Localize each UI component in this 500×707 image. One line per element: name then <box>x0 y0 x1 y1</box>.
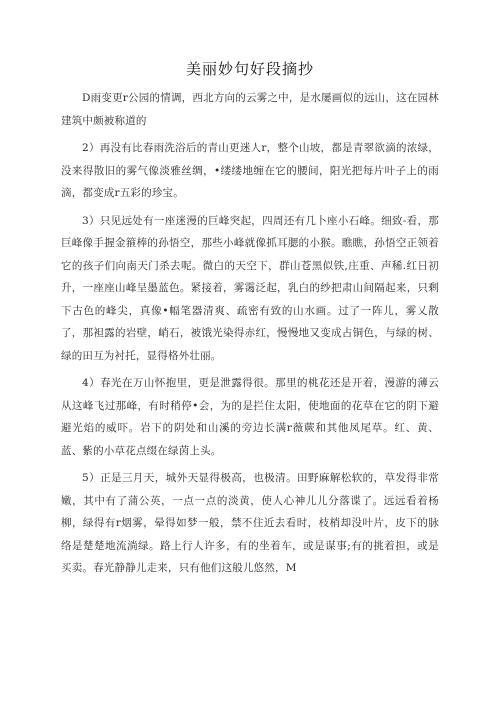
page-title: 美丽妙句好段摘抄 <box>185 60 314 78</box>
paragraph-1: D雨变更r公园的情调，西北方向的云雾之中，是水屡画似的远山，这在园林建筑中颇被称道的 <box>61 92 439 127</box>
paragraph-3: 3）只见远处有一座迷漫的巨峰突起，四周还有几卜座小石峰。细致-看，那巨峰像手握金箍棒的孙悟空，那些小峰就像抓耳腮的小猴。瞧瞧，孙悟空正领着它的孩子们向南天门杀去呢。微白的天空下，群山苍黑似铁,庄重、声稀.红日初升，一座座山峰呈墨蓝色。紧接着，雾霭泛起，乳白的纱把肃山间隔起来，只剩下古色的峰尖，真像•幅笔器清爽、疏密有致的山水画。过了一阵儿，雾乂散了，那袒露的岩壁，峭石，被饿光染得赤红，慢慢地又变成占铜色，与绿的树、绿的田互为衬托，显得格外壮丽。 <box>61 214 439 362</box>
document-body <box>61 87 439 585</box>
paragraph-5: 5）正是三月天，城外天显得极高，也极清。田野麻解松软的，草发得非常嫩，其中有了蒲公英，一点一点的淡黄，使人心神儿儿分落谍了。远远看着杨柳，绿得有r烟雾，晕得如梦一般，禁不住近去看时，枝梢却没叶片，皮下的脉络是楚楚地流淌绿。路上行人许多，有的坐着车，或是谋事;有的挑着担，或是买卖。春光静静儿走来，只有他们这般儿悠然，M <box>61 472 439 574</box>
paragraph-4: 4）春光在万山怀抱里，更是泄露得很。那里的桃花还是开着，漫游的薄云从这峰飞过那峰，有时稍停•会，为的是拦住太阳，使地面的花草在它的阴下避避光焰的威吓。岩下的阴处和山溪的旁边长满r薇蕨和其他凤尾草。红、黄、蓝、紫的小草花点缀在绿茵上头。 <box>61 377 439 457</box>
paragraph-2: 2）再没有比春雨洗浴后的青山更迷人r，整个山坡，都是青翠欲滴的浓绿，没来得散旧的雾气像淡雅丝绸，•缕缕地缠在它的腰间，阳光把每片叶子上的雨滴，都变成r五彩的珍宝。 <box>61 142 439 199</box>
